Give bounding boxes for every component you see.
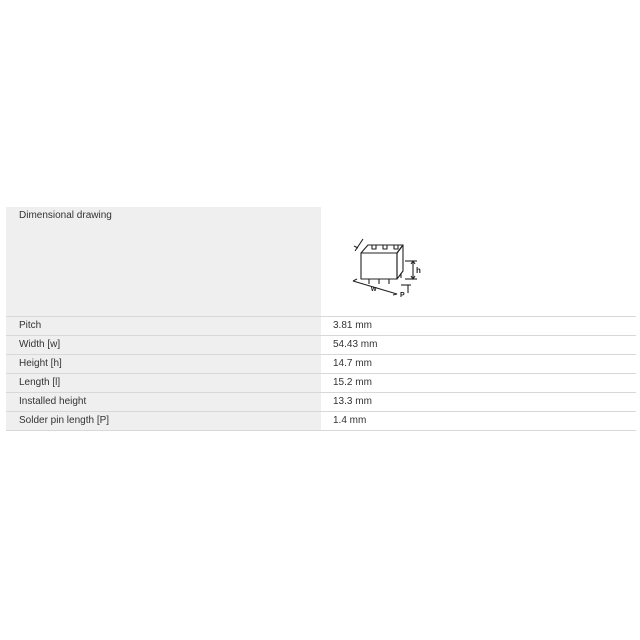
row-label: Height [h] xyxy=(6,355,321,373)
dimensional-drawing-image xyxy=(345,223,435,303)
row-label: Width [w] xyxy=(6,336,321,354)
row-value: 54.43 mm xyxy=(321,336,636,354)
drawing-pin-symbol: P xyxy=(400,292,405,299)
row-value: 14.7 mm xyxy=(321,355,636,373)
row-value: 13.3 mm xyxy=(321,393,636,411)
drawing-height-symbol: h xyxy=(416,266,421,275)
row-label: Length [l] xyxy=(6,374,321,392)
drawing-width-symbol: w xyxy=(371,286,377,293)
row-label: Solder pin length [P] xyxy=(6,412,321,430)
dimensional-drawing-label: Dimensional drawing xyxy=(6,207,321,316)
table-row-dimensional-drawing xyxy=(6,207,636,317)
row-value: 15.2 mm xyxy=(321,374,636,392)
table-row-length xyxy=(6,374,636,393)
row-value: 1.4 mm xyxy=(321,412,636,430)
table-row-installed-height xyxy=(6,393,636,412)
table-row-height xyxy=(6,355,636,374)
row-value: 3.81 mm xyxy=(321,317,636,335)
spec-table xyxy=(6,207,636,431)
dimensional-drawing-cell xyxy=(321,207,636,316)
table-row-pitch xyxy=(6,317,636,336)
table-row-solder-pin-length xyxy=(6,412,636,431)
row-label: Pitch xyxy=(6,317,321,335)
table-row-width xyxy=(6,336,636,355)
row-label: Installed height xyxy=(6,393,321,411)
